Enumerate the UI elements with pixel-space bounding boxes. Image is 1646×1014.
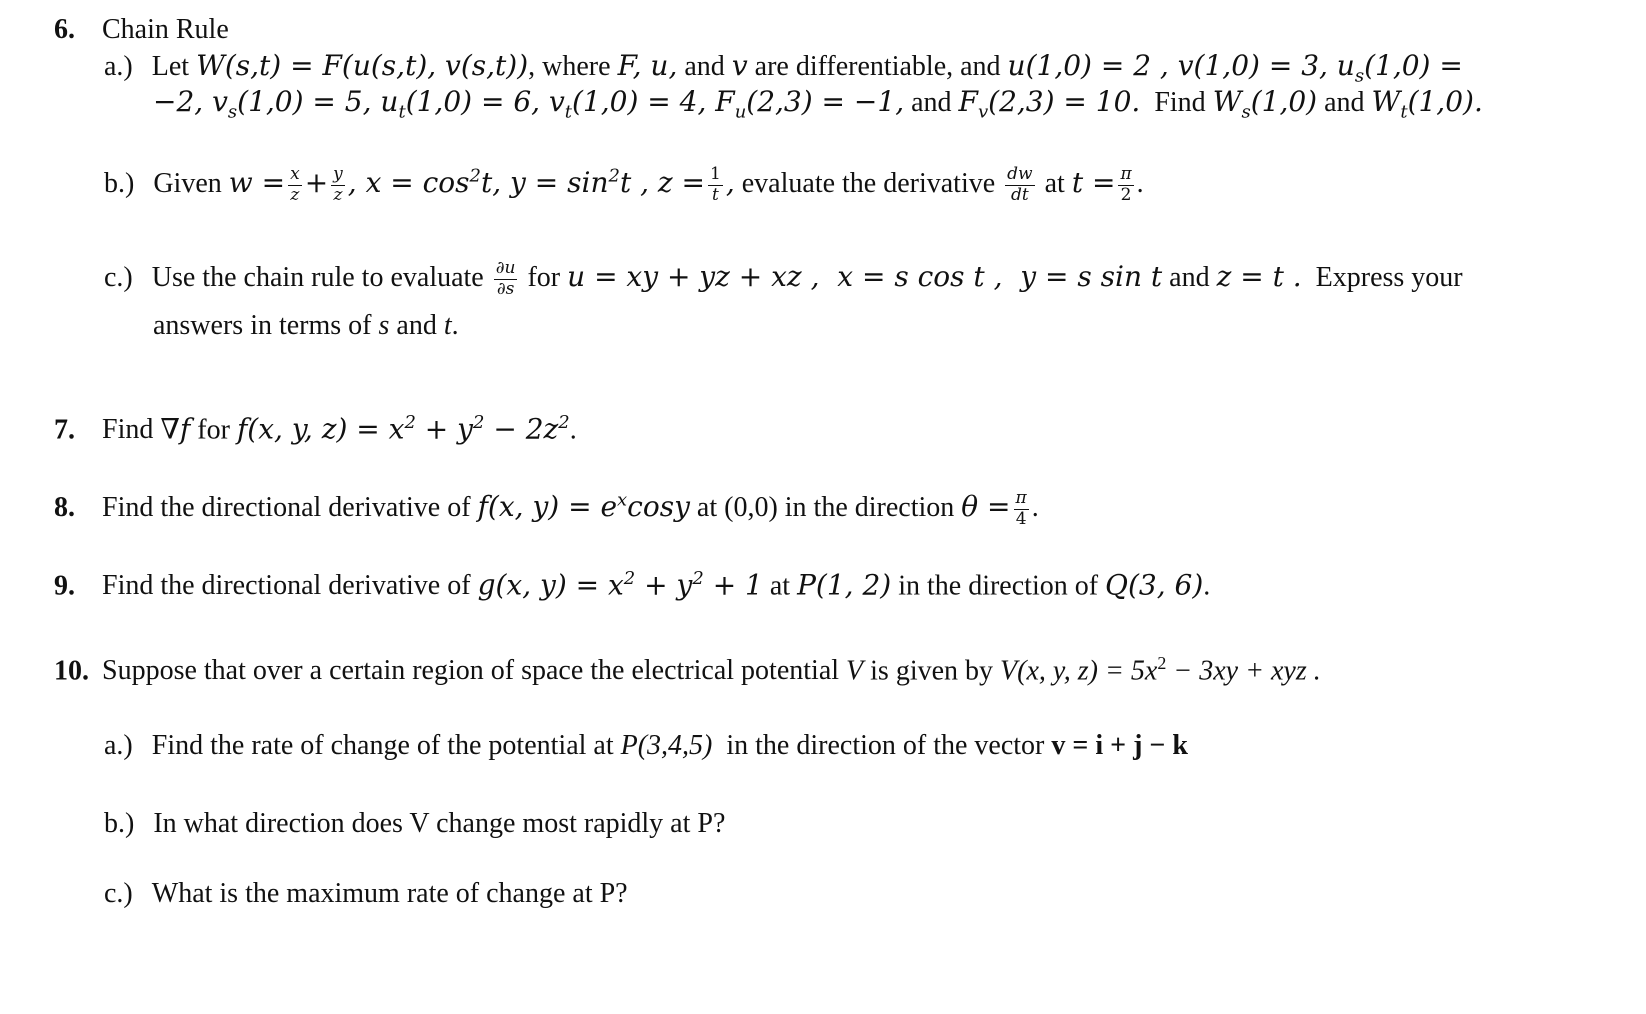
q6a-text: and (904, 87, 959, 118)
q7-gradient: ∇f (160, 412, 191, 446)
q6a-text: and (1317, 87, 1372, 118)
q10-line (54, 654, 1321, 685)
q6b-fraction-1-t (708, 166, 723, 205)
q6a-cond: (2,3) = −1, (746, 85, 905, 118)
q6-title: Chain Rule (102, 14, 229, 45)
q6c-fraction-du-ds (494, 260, 518, 299)
frac-denominator: t (712, 184, 719, 205)
q9-text: in the direction of (891, 570, 1106, 602)
q7-text: . (569, 414, 577, 446)
q6b-text: at (1037, 167, 1072, 199)
q9-point-p: P(1, 2) (797, 568, 892, 602)
q8-text: at (689, 491, 725, 523)
q10b-text: In what direction does V change most rapidly at P? (153, 808, 726, 839)
frac-denominator: z (333, 184, 343, 205)
q6c-text: for (520, 261, 568, 293)
q6a-cond: F (958, 85, 978, 118)
q6a-cond: (2,3) = 10. (988, 85, 1141, 118)
q6a-text: are differentiable, and (747, 51, 1008, 82)
q6a-subscript: s (1354, 65, 1365, 87)
q8-math: f(x, y) = e (477, 489, 618, 523)
q6b-math: , (725, 165, 735, 199)
q6c-text: Use the chain rule to evaluate (151, 261, 491, 293)
q9-math: g(x, y) = x (477, 568, 624, 602)
q7-exponent: 2 (473, 412, 485, 433)
q6b-exponent: 2 (469, 165, 481, 187)
q6c-math: u = xy + yz + xz , x = s cos t , y = s sin t (567, 259, 1163, 293)
q6c-var: s (378, 310, 390, 341)
q6c-var: t (443, 310, 452, 341)
frac-numerator: x (290, 164, 300, 184)
q8-line (54, 490, 1039, 529)
q7-math: + y (415, 412, 473, 446)
q6b-text: evaluate the derivative (734, 167, 1003, 199)
q6b-fraction-dw-dt (1005, 166, 1034, 205)
q6a-line1 (104, 49, 1463, 87)
q10-math: V(x, y, z) = 5x (1000, 655, 1158, 687)
frac-numerator: ∂u (495, 258, 516, 278)
q6b-fraction-pi-2 (1118, 166, 1133, 205)
q6a-cond: −2, v (153, 85, 228, 118)
frac-denominator: ∂s (496, 278, 515, 299)
q7-math: − 2z (484, 412, 559, 446)
q9-text: at (762, 570, 798, 602)
q8-text: . (1031, 491, 1039, 523)
q6a-ws: W (1212, 85, 1242, 118)
q6c-line1 (104, 260, 1463, 299)
q9-number: 9. (54, 570, 75, 602)
q6a-cond: (1,0) = 5, u (237, 85, 399, 118)
q10-number: 10. (54, 655, 89, 687)
q6b-math: + (304, 165, 329, 199)
q6a-subscript: t (564, 101, 572, 123)
frac-denominator: dt (1011, 184, 1029, 205)
q6a-line2 (153, 85, 1483, 123)
frac-numerator: π (1015, 488, 1027, 508)
q8-exponent: x (617, 489, 628, 511)
q10a-label: a.) (104, 730, 133, 761)
q10a-vector: v = i + j − k (1051, 730, 1188, 761)
q9-math: + 1 (703, 568, 763, 602)
q6a-function: W(s,t) = F(u(s,t), v(s,t)) (196, 49, 529, 82)
q6a-text: Find (1140, 87, 1213, 118)
q6b-fraction-x-z (288, 166, 302, 205)
q7-number: 7. (54, 414, 75, 446)
q10-exponent: 2 (1157, 653, 1167, 673)
q6a-conditions-tail: (1,0) = (1364, 49, 1463, 82)
q9-text: . (1203, 570, 1211, 602)
q10c-text: What is the maximum rate of change at P? (151, 878, 628, 909)
q10-text: Suppose that over a certain region of space the electrical potential (102, 655, 847, 687)
q9-math: + y (635, 568, 693, 602)
q6a-ws: (1,0) (1250, 85, 1318, 118)
q10b-line (104, 810, 725, 838)
frac-denominator: z (290, 184, 300, 205)
q6b-math: , x = cos (347, 165, 470, 199)
q6a-subscript: t (398, 101, 406, 123)
q6a-subscript: u (734, 101, 747, 123)
q7-math: f(x, y, z) = x (236, 412, 405, 446)
q10-math: − 3xy + xyz . (1166, 655, 1321, 687)
q6b-math: t = (1071, 165, 1116, 199)
q8-fraction-pi-4 (1014, 490, 1029, 529)
q6a-var-v: v (731, 49, 748, 82)
q6c-line2 (153, 312, 459, 340)
q8-math: cosy (627, 489, 690, 523)
q10c-label: c.) (104, 878, 133, 909)
q6a-conditions: u(1,0) = 2 , v(1,0) = 3, u (1007, 49, 1355, 82)
q6b-text: Given (153, 167, 229, 199)
q6c-text: answers in terms of (153, 310, 379, 341)
q10a-point: P(3,4,5) (620, 730, 713, 761)
q6b-exponent: 2 (608, 165, 620, 187)
q6c-text: and (1162, 261, 1217, 293)
q10b-label: b.) (104, 808, 135, 839)
q7-exponent: 2 (404, 412, 416, 433)
q9-exponent: 2 (623, 568, 636, 589)
q6a-wt: (1,0). (1407, 85, 1483, 118)
q9-line (54, 570, 1210, 600)
q6a-label: a.) (104, 51, 133, 82)
frac-denominator: 4 (1015, 508, 1027, 529)
q6a-text: , where (528, 51, 618, 82)
frac-numerator: dw (1007, 164, 1033, 184)
q6a-cond: (1,0) = 4, F (572, 85, 735, 118)
q9-exponent: 2 (692, 568, 704, 589)
q6a-subscript: v (977, 101, 989, 123)
q6b-math: w = (228, 165, 286, 199)
q8-number: 8. (54, 491, 75, 523)
frac-numerator: y (333, 164, 343, 184)
q6b-line (104, 166, 1144, 205)
q6a-subscript: s (227, 101, 238, 123)
q7-text: for (190, 414, 237, 446)
q6b-fraction-y-z (331, 166, 345, 205)
q6a-cond: (1,0) = 6, v (405, 85, 565, 118)
q8-text: in the direction (777, 491, 962, 523)
q6c-text: . (451, 310, 459, 341)
q9-text: Find the directional derivative of (102, 570, 478, 602)
q7-text: Find (102, 414, 161, 446)
q6a-vars: F, u, (617, 49, 678, 82)
q10-text: is given by (863, 655, 1001, 687)
q8-text: Find the directional derivative of (102, 491, 478, 523)
q6-number: 6. (54, 14, 75, 45)
q6-heading (54, 16, 229, 44)
q10a-line (104, 732, 1188, 760)
q9-point-q: Q(3, 6) (1105, 568, 1204, 602)
q10a-text: Find the rate of change of the potential at (151, 730, 621, 761)
q6a-text: and (677, 51, 732, 82)
q10c-line (104, 880, 628, 908)
q10a-text: in the direction of the vector (712, 730, 1052, 761)
frac-numerator: π (1120, 164, 1132, 184)
q6a-subscript: s (1241, 101, 1251, 123)
q6a-text: Let (151, 51, 197, 82)
q6c-text: Express your (1301, 261, 1463, 293)
q6a-subscript: t (1400, 101, 1408, 123)
frac-numerator: 1 (710, 164, 721, 184)
frac-denominator: 2 (1120, 184, 1132, 205)
q8-point: (0,0) (724, 491, 778, 523)
q6b-label: b.) (104, 167, 135, 199)
q7-line (54, 414, 577, 444)
q7-exponent: 2 (558, 412, 570, 433)
q6b-math: t , z = (619, 165, 706, 199)
q6b-math: t, y = sin (480, 165, 609, 199)
q6c-math: z = t . (1216, 259, 1302, 293)
q8-math: θ = (961, 489, 1011, 523)
q10-var-v: V (846, 655, 864, 687)
q6b-text: . (1136, 167, 1144, 199)
q6c-label: c.) (104, 261, 133, 293)
q6c-text: and (389, 310, 444, 341)
q6a-wt: W (1371, 85, 1401, 118)
